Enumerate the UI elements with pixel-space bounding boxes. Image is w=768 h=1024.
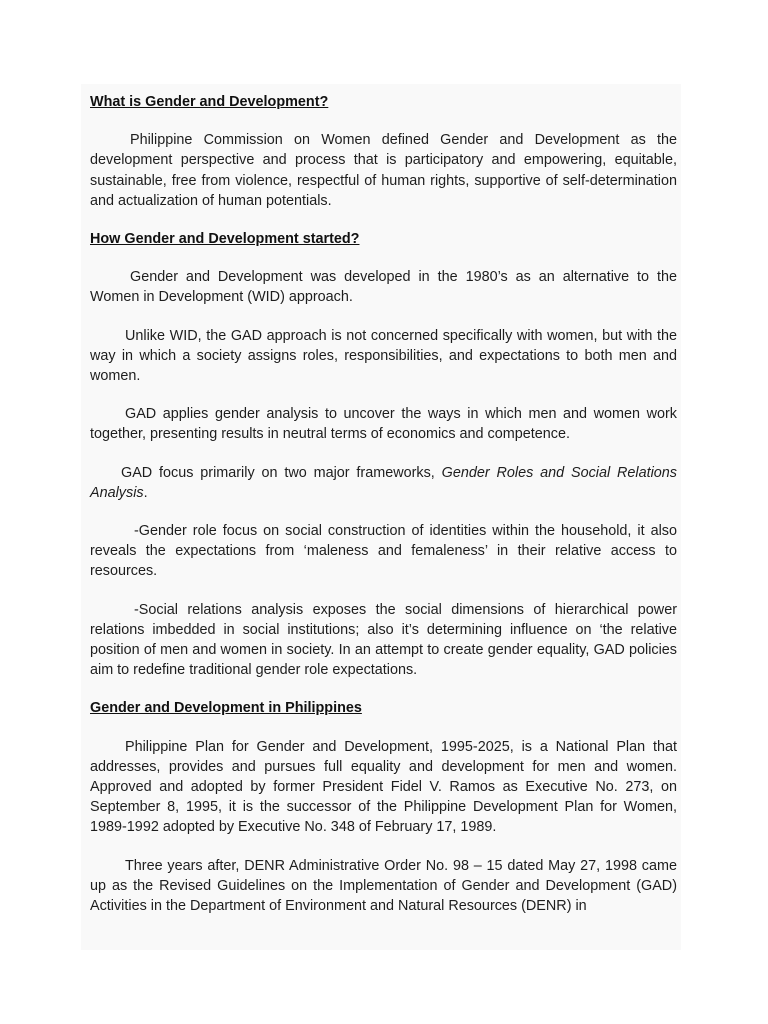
paragraph-frameworks (90, 463, 677, 503)
paragraph-philippine-plan: Philippine Plan for Gender and Development, 1995-2025, is a National Plan that addresses, provides and pursues full equality and development for men and women. Approved and adopted by former President Fidel V. Ramos as Executive No. 273, on September 8, 1995, it is the successor of the Philippine Development Plan for Women, 1989-1992 adopted by Executive No. 348 of February 17, 1989. (90, 738, 677, 836)
heading-gad-philippines: Gender and Development in Philippines (90, 700, 362, 717)
paragraph-gender-analysis: GAD applies gender analysis to uncover the ways in which men and women work together, presenting results in neutral terms of economics and competence. (90, 406, 677, 443)
frameworks-lead-text: GAD focus primarily on two major frameworks, (121, 464, 442, 481)
heading-what-is-gad: What is Gender and Development? (90, 94, 329, 110)
frameworks-italic-text: Gender Roles and Social Relations Analysis (90, 464, 677, 501)
frameworks-end-text: . (143, 484, 148, 501)
paragraph-developed: Gender and Development was developed in the 1980’s as an alternative to the Women in Development (WID) approach. (90, 269, 677, 306)
paragraph-definition: Philippine Commission on Women defined Gender and Development as the development perspective and process that is participatory and empowering, equitable, sustainable, free from violence, respectful of human rights, supportive of self-determination and actualization of human potentials. (90, 132, 677, 209)
document-body (90, 92, 677, 916)
paragraph-gender-role: -Gender role focus on social construction of identities within the household, it also reveals the expectations from ‘maleness and femaleness’ in their relative access to resources. (90, 523, 677, 580)
paragraph-unlike-wid: Unlike WID, the GAD approach is not concerned specifically with women, but with the way in which a society assigns roles, responsibilities, and expectations to both men and women. (90, 327, 677, 385)
paragraph-social-relations: -Social relations analysis exposes the social dimensions of hierarchical power relations imbedded in social institutions; also it’s determining influence on ‘the relative position of men and women in society. In an attempt to create gender equality, GAD policies aim to redefine traditional gender role expectations. (90, 601, 677, 679)
paragraph-denr-order: Three years after, DENR Administrative Order No. 98 – 15 dated May 27, 1998 came up as the Revised Guidelines on the Implementation of Gender and Development (GAD) Activities in the Department of Environment and Natural Resources (DENR) in (90, 857, 677, 915)
heading-how-gad-started: How Gender and Development started? (90, 231, 360, 248)
